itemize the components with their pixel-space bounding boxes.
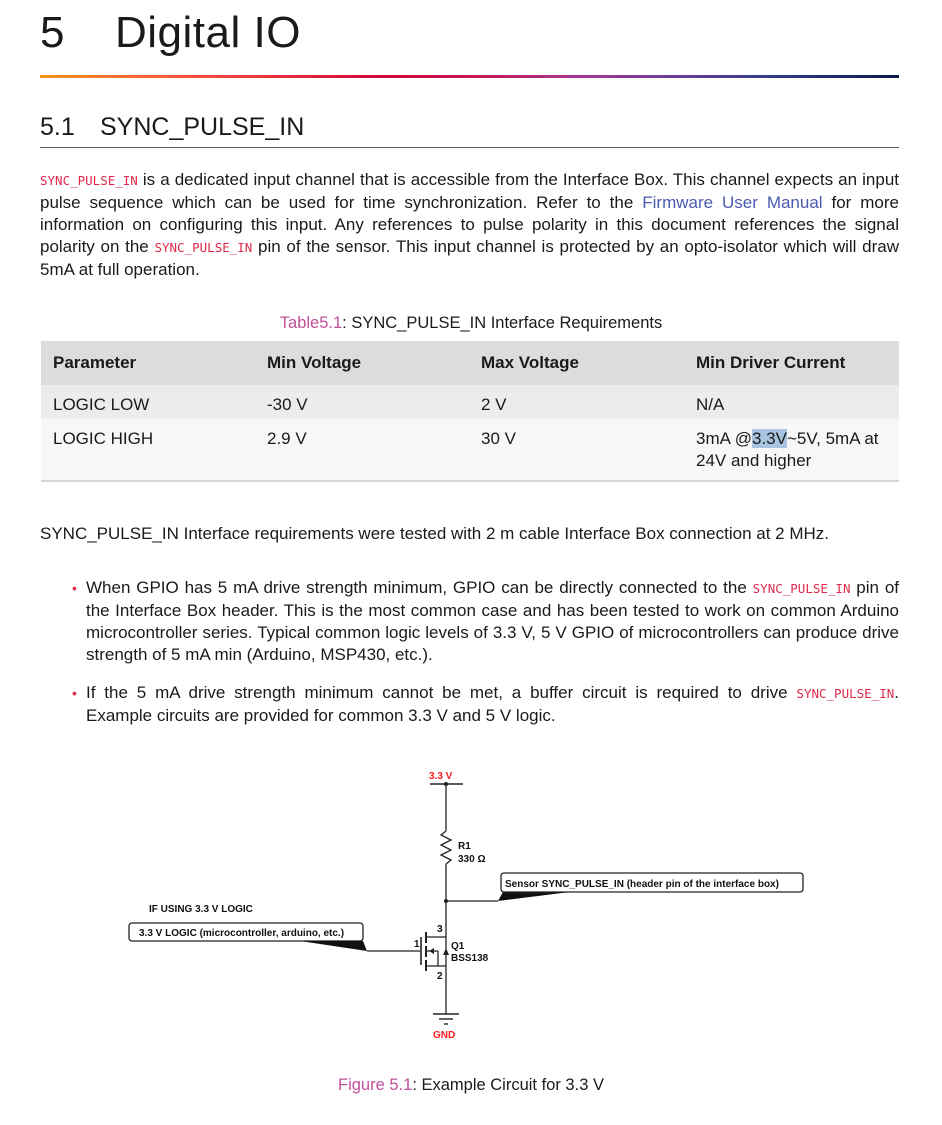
pin-source: 2	[437, 971, 443, 982]
figure-caption-text: : Example Circuit for 3.3 V	[412, 1076, 604, 1094]
intro-paragraph	[40, 169, 899, 281]
firmware-manual-link[interactable]: Firmware User Manual	[642, 193, 823, 212]
label-pointer	[300, 941, 367, 951]
bullet-item	[86, 577, 899, 666]
bullet-text: . Example circuits are provided for common 3.3 V and 5 V logic.	[86, 683, 899, 725]
label-pointer	[498, 892, 570, 901]
transistor-ref: Q1	[451, 941, 465, 952]
tested-note: SYNC_PULSE_IN Interface requirements were tested with 2 m cable Interface Box connection at 2 MHz.	[40, 524, 829, 543]
table-cell: -30 V	[255, 385, 469, 419]
resistor-symbol	[441, 831, 451, 864]
table-caption-text: : SYNC_PULSE_IN Interface Requirements	[342, 314, 663, 332]
table-cell: 2.9 V	[255, 419, 469, 481]
table-caption-label[interactable]: Table5.1	[279, 314, 343, 332]
text-selection-highlight[interactable]: 3.3V	[752, 429, 787, 448]
table-caption	[0, 314, 942, 333]
table-header-row	[41, 341, 899, 385]
section-title	[40, 113, 304, 142]
cell-text: 3mA @	[696, 429, 752, 448]
intro-text: pin of the sensor. This input channel is protected by an opto-isolator which will draw 5mA at full operation.	[40, 237, 899, 279]
intro-text: is a dedicated input channel that is accessible from the Interface Box. This channel expects an input pulse sequence which can be used for time synchronization. Refer to the	[40, 170, 899, 212]
circuit-schematic	[0, 760, 942, 1060]
section-number: 5.1	[40, 113, 75, 141]
supply-label: 3.3 V	[429, 771, 453, 782]
logic-net-label: 3.3 V LOGIC (microcontroller, arduino, etc.)	[139, 928, 345, 939]
mosfet-symbol	[421, 930, 449, 1005]
cell-text: ~5V, 5mA at 24V and higher	[696, 429, 879, 470]
section-title-text: SYNC_PULSE_IN	[100, 113, 305, 141]
sensor-net-label: Sensor SYNC_PULSE_IN (header pin of the interface box)	[505, 879, 779, 890]
table-header-cell: Max Voltage	[469, 341, 684, 385]
chapter-number: 5	[40, 8, 65, 57]
chapter-title	[40, 8, 301, 58]
resistor-ref: R1	[458, 841, 471, 852]
table-row	[41, 419, 899, 481]
bullet-text: When GPIO has 5 mA drive strength minimum, GPIO can be directly connected to the	[86, 578, 753, 597]
logic-heading: IF USING 3.3 V LOGIC	[149, 904, 253, 915]
code-sync-pulse-in: SYNC_PULSE_IN	[154, 240, 253, 255]
table-row	[41, 385, 899, 419]
table-cell: LOGIC LOW	[41, 385, 255, 419]
table-header-cell: Parameter	[41, 341, 255, 385]
table-cell: 30 V	[469, 419, 684, 481]
pin-drain: 3	[437, 924, 443, 935]
bullet-text: pin of the Interface Box header. This is the most common case and has been tested to work on common Arduino microcontroller series. Typical common logic levels of 3.3 V, 5 V GPIO of microcontrollers can produce drive strength of 5 mA min (Arduino, MSP430, etc.).	[86, 578, 900, 664]
pin-gate: 1	[414, 939, 420, 950]
bullet-item	[86, 682, 899, 727]
code-sync-pulse-in: SYNC_PULSE_IN	[752, 581, 851, 596]
table-header-cell: Min Voltage	[255, 341, 469, 385]
bullet-text: If the 5 mA drive strength minimum cannot be met, a buffer circuit is required to drive	[86, 683, 797, 702]
interface-requirements-table	[41, 341, 899, 482]
ground-icon	[433, 1005, 459, 1024]
figure-caption-label[interactable]: Figure 5.1	[338, 1076, 413, 1094]
chapter-gradient-rule	[40, 75, 899, 78]
resistor-value: 330 Ω	[458, 854, 486, 865]
code-sync-pulse-in: SYNC_PULSE_IN	[40, 173, 138, 188]
intro-text: for more information on configuring this input. Any references to pulse polarity in this document references the signal polarity on the	[40, 193, 899, 256]
table-cell: 2 V	[469, 385, 684, 419]
table-cell: LOGIC HIGH	[41, 419, 255, 481]
figure-caption	[0, 1076, 942, 1095]
code-sync-pulse-in: SYNC_PULSE_IN	[796, 686, 895, 701]
ground-label: GND	[433, 1030, 456, 1041]
chapter-title-text: Digital IO	[115, 8, 301, 57]
table-cell-driver-current	[684, 419, 899, 481]
bullet-list	[86, 577, 899, 743]
table-cell: N/A	[684, 385, 899, 419]
section-rule	[40, 147, 899, 148]
transistor-part: BSS138	[451, 953, 489, 964]
table-header-cell: Min Driver Current	[684, 341, 899, 385]
